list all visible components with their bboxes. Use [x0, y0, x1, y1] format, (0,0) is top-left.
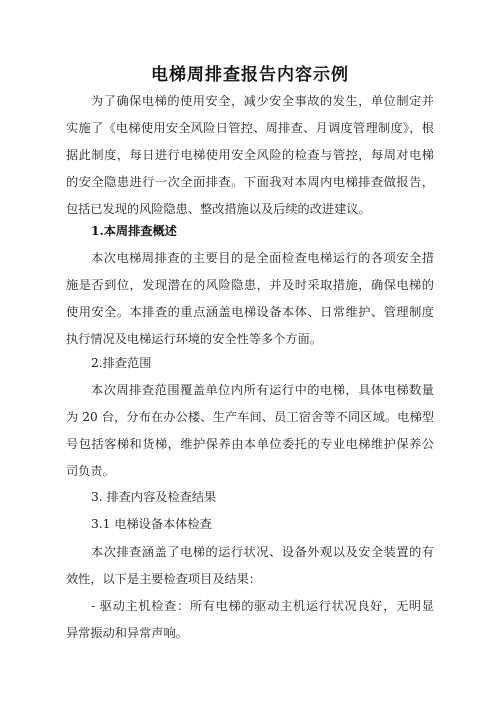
paragraph-line: 本次电梯周排查的主要目的是全面检查电梯运行的各项安全措 [91, 251, 434, 265]
intro-paragraph [66, 88, 434, 223]
paragraph-line: 包括已发现的风险隐患、整改措施以及后续的改进建议。 [66, 202, 371, 216]
document-title: 电梯周排查报告内容示例 [151, 65, 349, 85]
paragraph-line: 使用安全。本排查的重点涵盖电梯设备本体、日常维护、管理制度 [66, 305, 434, 319]
paragraph-line: 为 20 台，分布在办公楼、生产车间、员工宿舍等不同区域。电梯型 [66, 410, 434, 424]
paragraph-line: 本次周排查范围覆盖单位内所有运行中的电梯，具体电梯数量 [91, 383, 434, 397]
section-scope-paragraph [66, 377, 434, 485]
paragraph-line: 司负责。 [66, 464, 115, 478]
paragraph-line: 的安全隐患进行一次全面排查。下面我对本周内电梯排查做报告， [66, 175, 434, 189]
paragraph-line: 施是否到位，发现潜在的风险隐患，并及时采取措施，确保电梯的 [66, 278, 434, 292]
paragraph-line: 为了确保电梯的使用安全，减少安全事故的发生，单位制定并 [91, 94, 434, 108]
bullet-line: - 驱动主机检查：所有电梯的驱动主机运行状况良好，无明显 [91, 599, 434, 613]
section-heading-overview: 1.本周排查概述 [91, 224, 177, 238]
section-heading-scope: 2.排查范围 [91, 356, 152, 370]
bullet-line: 异常振动和异常声响。 [66, 626, 188, 640]
bullet-drive-host [66, 593, 434, 647]
paragraph-line: 据此制度，每日进行电梯使用安全风险的检查与管控，每周对电梯 [66, 148, 434, 162]
paragraph-line: 号包括客梯和货梯，维护保养由本单位委托的专业电梯维护保养公 [66, 437, 434, 451]
paragraph-line: 实施了《电梯使用安全风险日管控、周排查、月调度管理制度》，根 [66, 121, 434, 135]
paragraph-line: 效性，以下是主要检查项目及结果： [66, 572, 261, 586]
section-equipment-paragraph [66, 539, 434, 593]
section-heading-content: 3. 排查内容及检查结果 [91, 490, 217, 504]
section-overview-paragraph [66, 245, 434, 353]
paragraph-line: 本次排查涵盖了电梯的运行状况、设备外观以及安全装置的有 [91, 545, 434, 559]
section-heading-equipment: 3.1 电梯设备本体检查 [91, 517, 212, 531]
paragraph-line: 执行情况及电梯运行环境的安全性等多个方面。 [66, 332, 322, 346]
